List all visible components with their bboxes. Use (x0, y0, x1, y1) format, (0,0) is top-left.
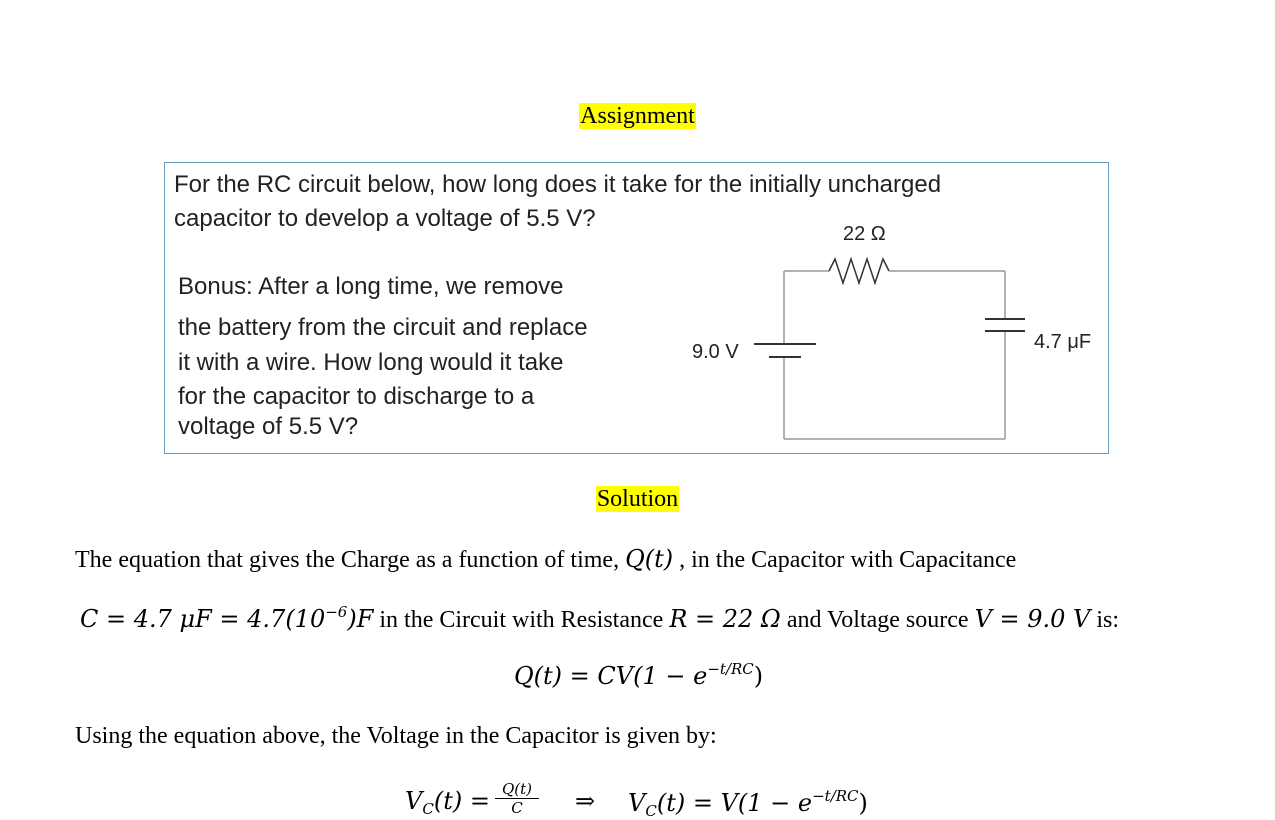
solution-heading: Solution (596, 486, 679, 512)
bonus-line-3: it with a wire. How long would it take (178, 349, 564, 376)
fraction-denominator: C (511, 799, 523, 817)
resistance-expression: R = 22 Ω (669, 605, 781, 633)
bonus-line-5: voltage of 5.5 V? (178, 413, 359, 440)
solution-paragraph-2 (80, 603, 1119, 634)
fraction-numerator: Q(t) (495, 780, 539, 799)
para2-mid2: and Voltage source (780, 607, 975, 633)
assignment-heading: Assignment (580, 103, 695, 129)
bonus-line-2: the battery from the circuit and replace (178, 314, 588, 341)
vc-subscript: C (422, 800, 434, 818)
battery-label: 9.0 V (692, 341, 739, 363)
fraction-q-over-c (495, 780, 539, 817)
bonus-line-1: Bonus: After a long time, we remove (178, 273, 564, 300)
resistor-label: 22 Ω (843, 223, 886, 245)
voltage-expression: V = 9.0 V (974, 605, 1091, 633)
para2-end: is: (1090, 607, 1120, 633)
problem-line-2: capacitor to develop a voltage of 5.5 V? (174, 205, 596, 232)
vc-symbol: V (405, 787, 423, 815)
voltage-equation-right (628, 787, 868, 820)
problem-box (164, 162, 1109, 454)
bonus-line-4: for the capacitor to discharge to a (178, 383, 535, 410)
vc-right-exponent: −t/RC (812, 787, 859, 805)
vc-right-subscript: C (645, 802, 657, 820)
charge-equation-close: ) (753, 662, 764, 690)
vc-right-close: ) (858, 789, 868, 817)
capacitance-expression: C = 4.7 μF = 4.7(10 (80, 605, 326, 633)
para1-text: The equation that gives the Charge as a function of time, (75, 547, 626, 573)
problem-line-1: For the RC circuit below, how long does it take for the initially uncharged (174, 171, 942, 198)
vc-right-rest: (t) = V(1 − e (656, 789, 813, 817)
para1-rest: , in the Capacitor with Capacitance (673, 547, 1017, 573)
capacitance-unit: )F (347, 605, 374, 633)
resistor-symbol (829, 259, 889, 283)
charge-equation (514, 660, 763, 690)
capacitor-label: 4.7 μF (1034, 331, 1092, 353)
capacitance-exponent: −6 (325, 603, 348, 621)
para1-q-symbol: Q(t) (625, 545, 674, 573)
rc-circuit-diagram (165, 163, 1110, 455)
solution-paragraph-3: Using the equation above, the Voltage in the Capacitor is given by: (75, 723, 717, 749)
vc-left-rest: (t) = (433, 787, 490, 815)
implies-arrow: ⇒ (575, 787, 596, 815)
solution-paragraph-1 (75, 545, 1016, 574)
para2-mid: in the Circuit with Resistance (373, 607, 670, 633)
voltage-equation-left (405, 787, 490, 818)
vc-right-symbol: V (628, 789, 646, 817)
charge-equation-exponent: −t/RC (707, 660, 754, 678)
charge-equation-main: Q(t) = CV(1 − e (514, 662, 708, 690)
